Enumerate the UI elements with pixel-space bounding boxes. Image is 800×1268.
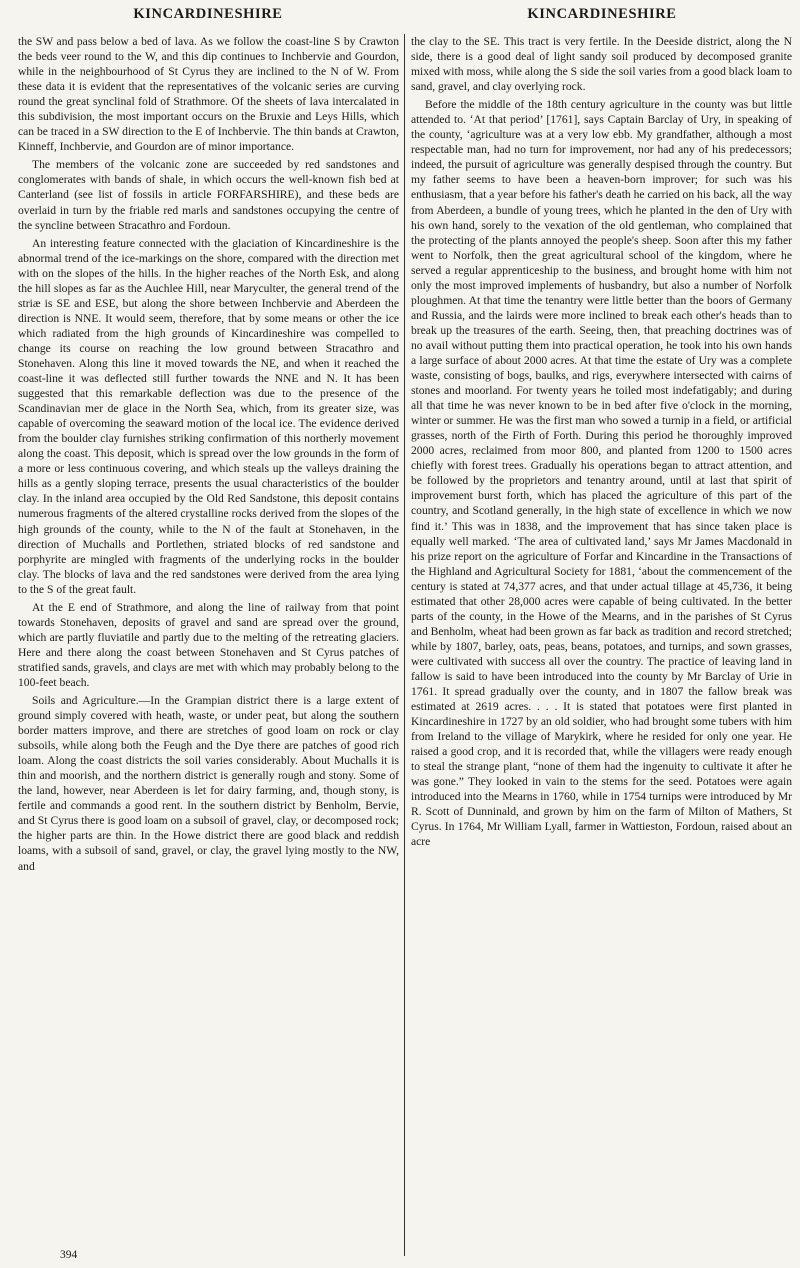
paragraph: The members of the volcanic zone are succeeded by red sandstones and conglomerates with bands of shale, in which occurs the well-known fish bed at Canterland (see list of fossils in article FORFARSHIRE), and these beds are overlaid in turn by the friable red marls and sandstones occupying the centre of the syncline between Stracathro and Fordoun. — [18, 158, 399, 232]
paragraph: the SW and pass below a bed of lava. As we follow the coast-line S by Crawton the beds veer round to the W, and this dip continues to Inchbervie and Gourdon, while in the neighbourhood of St Cyrus they are inclined to the N of W. From these data it is evident that the representatives of the volcanic series are curving round the great synclinal fold of Strathmore. Of the sheets of lava intercalated in this subdivision, the most important occurs on the Bruxie and Leys Hills, which can be traced in a SW direction to the E of Inchbervie. The thin bands at Crawton, Kinneff, Inchbervie, and Gourdon are of minor importance. — [18, 35, 399, 154]
left-column — [18, 34, 399, 1252]
right-column — [411, 34, 792, 1252]
paragraph: Before the middle of the 18th century agriculture in the county was but little attended to. ‘At that period’ [1761], says Captain Barclay of Ury, in speaking of the county, ‘agriculture was at a very low ebb. My grandfather, although a most respectable man, had no turn for improvement, nor had any of his predecessors; indeed, the pursuit of agriculture was generally despised through the country. But my father seems to have been a heaven-born improver; for such was his enthusiasm, that a year before his father's death he carried on his back, all the way from Aberdeen, a bundle of young trees, which he planted in the den of Ury with his own hand, sorely to the vexation of the old gentleman, who complained that the protecting of the plants annoyed the people's sheep. Soon after this my father went to Norfolk, then the great agricultural school of the kingdom, where he served a regular apprenticeship to the business, and brought home with him not only the most improved implements of husbandry, but also a number of Norfolk ploughmen. At that time the tenantry were little better than the boors of Germany and Russia, and the lairds were more inclined to break each other's heads than to break up the treasures of the earth. Seeing, then, that preaching doctrines was of no avail without putting them into practical operation, he took into his own hands a large surface of about 2000 acres. At that time the estate of Ury was a complete waste, consisting of bogs, baulks, and rigs, everywhere intersected with cairns of stones and moorland. For twenty years he toiled most indefatigably; and during all that time he was never known to be in bed after five o'clock in the morning, winter or summer. He was the first man who sowed a turnip in a field, or artificial grasses, north of the Firth of Forth. During this period he thoroughly improved 2000 acres, reclaimed from moor 800, and planted from 1200 to 1500 acres chiefly with forest trees. Gradually his operations began to attract attention, and be followed by the proprietors and tenantry around, until at last that spirit of improvement burst forth, which has placed the agriculture of this part of the country, and Scotland generally, in the high state of excellence in which we now find it.’ This was in 1838, and the improvement that has since taken place is equally well marked. ‘The area of cultivated land,’ says Mr James Macdonald in his prize report on the agriculture of Forfar and Kincardine in the Transactions of the Highland and Agricultural Society for 1881, ‘about the commencement of the century is stated at 74,377 acres, and that under actual tillage at 45,736, it being estimated that other 28,000 acres were capable of being cultivated. In the better parts of the county, in the Howe of the Mearns, and in the parishes of St Cyrus and Benholm, wheat had been grown as far back as tradition and record stretched; while by 1807, barley, oats, peas, beans, potatoes, and turnips, and sown grasses, were cultivated with success all over the country. The practice of leaving land in fallow is said to have been introduced into the county by Mr Barclay of Urie in 1761. It spread gradually over the county, and in 1807 the fallow break was estimated at 2619 acres. . . . It is stated that potatoes were first planted in Kincardineshire in 1727 by an old soldier, who had brought some tubers with him from Ireland to the village of Marykirk, where he resided for only one year. He raised a good crop, and it is recorded that, while the villagers were ready enough to steal the strange plant, “none of them had the ingenuity to cultivate it after he was gone.” They looked in vain to the stems for the seed. Potatoes were again introduced into the Mearns in 1760, while in 1754 turnips were introduced by Mr R. Scott of Dunninald, and grown by him on the farm of Milton of Mathers, St Cyrus. In 1764, Mr William Lyall, farmer in Wattieston, Fordoun, raised about an acre — [411, 98, 792, 849]
running-head-right: KINCARDINESHIRE — [527, 6, 677, 22]
running-head-left: KINCARDINESHIRE — [133, 6, 283, 22]
column-divider — [404, 34, 405, 1256]
paragraph: Soils and Agriculture.—In the Grampian district there is a large extent of ground simply covered with heath, waste, or under peat, but along the southern border matters improve, and there are stretches of good loam on rock or clay subsoils, while along both the Feugh and the Dye there are patches of good rich loam. Along the coast districts the soil varies considerably. About Muchalls it is thin and moorish, and the northern district is generally rough and stony. Some of the land, however, near Aberdeen is let for dairy farming, and, though stony, is fertile and commands a good rent. In the southern district by Benholm, Bervie, and St Cyrus there is good loam on a subsoil of gravel, clay, or decomposed rock; the higher parts are thin. In the Howe district there are good black and reddish loams, with a subsoil of sand, gravel, or clay, the gravel lying mostly to the NW, and — [18, 694, 399, 873]
paragraph: the clay to the SE. This tract is very fertile. In the Deeside district, along the N side, there is a good deal of light sandy soil produced by decomposed granite mixed with moss, while along the S side the soil varies from a good black loam to sand, gravel, and clay overlying rock. — [411, 35, 792, 94]
page-number: 394 — [60, 1249, 78, 1261]
paragraph: An interesting feature connected with the glaciation of Kincardineshire is the abnormal trend of the ice-markings on the shore, compared with the direction met with on the slopes of the hills. In the higher reaches of the North Esk, and along the hill slopes as far as the Auchlee Hill, near Maryculter, the general trend of the striæ is SE and ESE, but along the shore between Inchbervie and Aberdeen the direction is NNE. It would seem, therefore, that by some means or other the ice which radiated from the high grounds of Kincardineshire was compelled to change its course on reaching the low ground between Stracathro and Stonehaven. Along this line it moved towards the NE, and when it reached the coast-line it was deflected still further towards the NNE and N. It has been suggested that this remarkable deflection was due to the presence of the Scandinavian mer de glace in the North Sea, which, from its greater size, was capable of overcoming the seaward motion of the local ice. The evidence derived from the boulder clay furnishes striking confirmation of this northerly movement along the coast. This deposit, which is spread over the low grounds in the form of a more or less continuous covering, and which steals up the valleys draining the hills as a gently sloping terrace, presents the usual characteristics of the boulder clay. In the inland area occupied by the Old Red Sandstone, this deposit contains numerous fragments of the altered crystalline rocks derived from the slopes of the high grounds of the county, while to the N of the fault at Stonehaven, in the direction of Muchalls and Portlethen, striated blocks of red sandstone and porphyrite are mingled with fragments of the underlying rocks in the boulder clay. The blocks of lava and the red sandstones were derived from the area lying to the S of the great fault. — [18, 236, 399, 596]
paragraph: At the E end of Strathmore, and along the line of railway from that point towards Stonehaven, deposits of gravel and sand are spread over the ground, which are partly fluviatile and partly due to the melting of the retreating glaciers. Here and there along the coast between Stonehaven and St Cyrus patches of stratified sands, gravels, and clays are met with which may probably belong to the 100-feet beach. — [18, 600, 399, 689]
